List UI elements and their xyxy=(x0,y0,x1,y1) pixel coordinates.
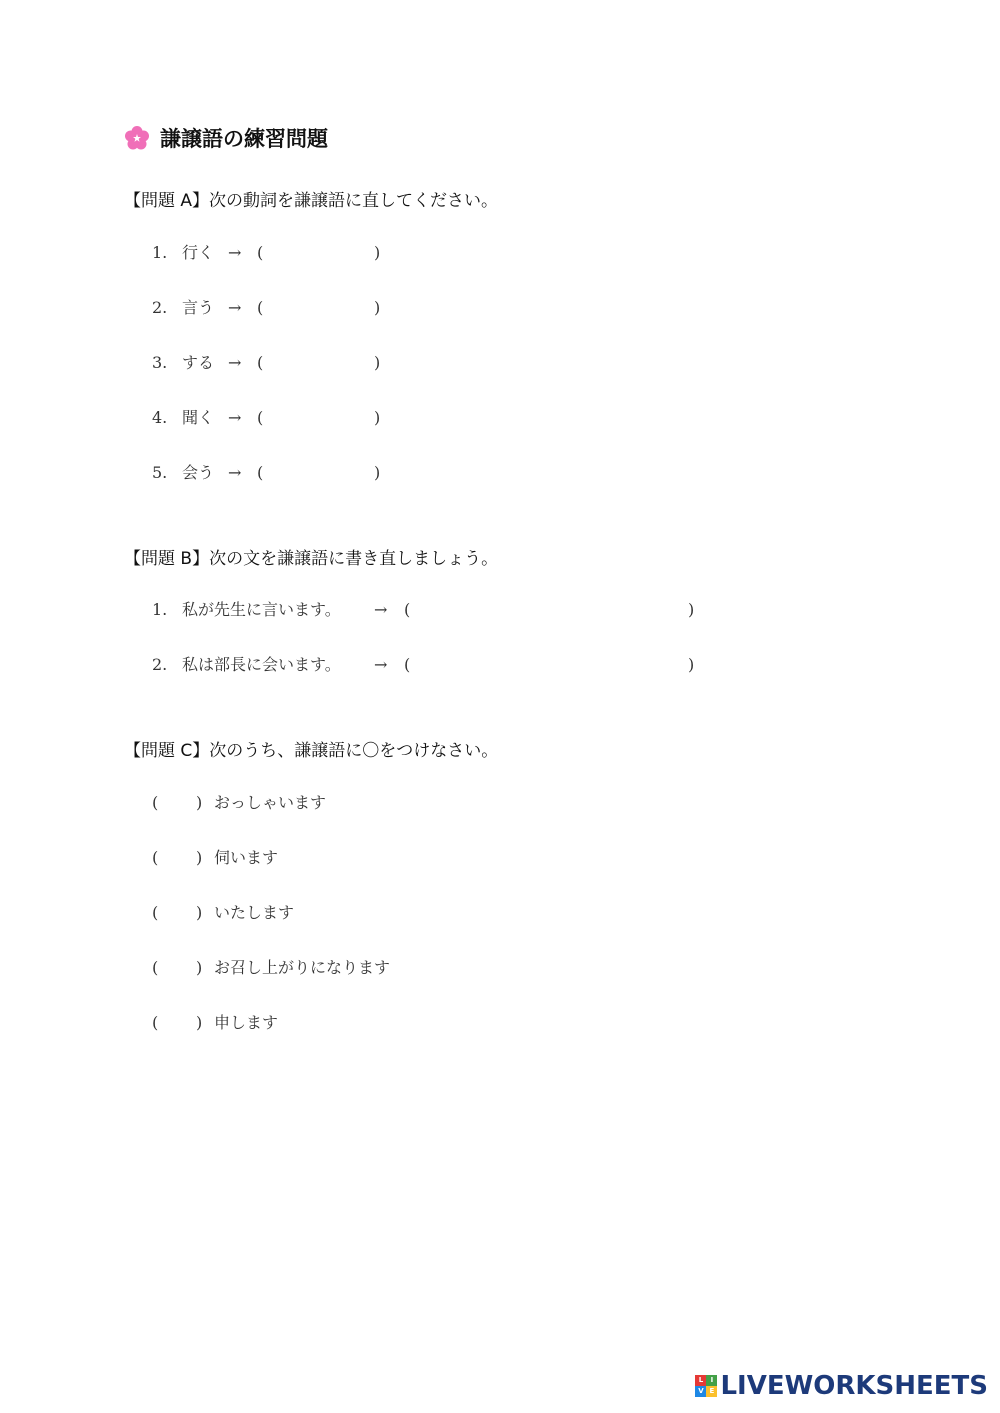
choice-text: 申します xyxy=(214,1013,279,1032)
close-paren: ) xyxy=(196,958,203,977)
answer-input[interactable] xyxy=(418,655,684,677)
answer-input[interactable] xyxy=(164,903,196,925)
list-item xyxy=(152,956,552,980)
open-paren: ( xyxy=(152,903,159,922)
item-number: 4. xyxy=(152,408,168,427)
open-paren: ( xyxy=(152,793,159,812)
list-item xyxy=(152,598,752,622)
arrow-icon: → xyxy=(228,408,242,427)
arrow-icon: → xyxy=(228,463,242,482)
logo-mark-icon: L I V E xyxy=(695,1375,717,1397)
list-item xyxy=(152,351,452,375)
arrow-icon: → xyxy=(228,298,242,317)
page-title: 謙譲語の練習問題 xyxy=(160,127,328,151)
list-item xyxy=(152,653,752,677)
choice-text: お召し上がりになります xyxy=(214,958,391,977)
close-paren: ) xyxy=(374,243,381,262)
item-number: 1. xyxy=(152,600,168,619)
item-word: 行く xyxy=(182,243,215,262)
choice-text: 伺います xyxy=(214,848,279,867)
answer-input[interactable] xyxy=(270,298,374,320)
close-paren: ) xyxy=(374,463,381,482)
list-item xyxy=(152,791,552,815)
open-paren: ( xyxy=(257,243,264,262)
answer-input[interactable] xyxy=(164,1013,196,1035)
arrow-icon: → xyxy=(228,243,242,262)
answer-input[interactable] xyxy=(164,958,196,980)
list-item xyxy=(152,461,452,485)
item-number: 3. xyxy=(152,353,168,372)
answer-input[interactable] xyxy=(164,793,196,815)
close-paren: ) xyxy=(196,848,203,867)
answer-input[interactable] xyxy=(270,463,374,485)
item-number: 5. xyxy=(152,463,168,482)
liveworksheets-logo[interactable] xyxy=(695,1371,988,1401)
close-paren: ) xyxy=(196,903,203,922)
item-number: 2. xyxy=(152,655,168,674)
answer-input[interactable] xyxy=(164,848,196,870)
flower-icon xyxy=(124,125,150,151)
logo-text: LIVEWORKSHEETS xyxy=(720,1371,988,1401)
open-paren: ( xyxy=(152,848,159,867)
close-paren: ) xyxy=(374,353,381,372)
open-paren: ( xyxy=(257,463,264,482)
item-number: 1. xyxy=(152,243,168,262)
list-item xyxy=(152,1011,552,1035)
open-paren: ( xyxy=(404,600,411,619)
close-paren: ) xyxy=(374,408,381,427)
open-paren: ( xyxy=(152,958,159,977)
choice-text: おっしゃいます xyxy=(214,793,327,812)
list-item xyxy=(152,406,452,430)
answer-input[interactable] xyxy=(418,600,684,622)
open-paren: ( xyxy=(257,353,264,372)
close-paren: ) xyxy=(196,793,203,812)
answer-input[interactable] xyxy=(270,408,374,430)
arrow-icon: → xyxy=(374,655,388,674)
item-word: する xyxy=(182,353,215,372)
list-item xyxy=(152,241,452,265)
item-number: 2. xyxy=(152,298,168,317)
title-row xyxy=(124,120,328,156)
open-paren: ( xyxy=(257,298,264,317)
item-word: 言う xyxy=(182,298,215,317)
close-paren: ) xyxy=(374,298,381,317)
close-paren: ) xyxy=(688,600,695,619)
section-a-heading: 【問題 A】次の動詞を謙譲語に直してください。 xyxy=(124,191,499,211)
choice-text: いたします xyxy=(214,903,295,922)
arrow-icon: → xyxy=(374,600,388,619)
answer-input[interactable] xyxy=(270,243,374,265)
open-paren: ( xyxy=(152,1013,159,1032)
item-sentence: 私は部長に会います。 xyxy=(182,655,341,674)
open-paren: ( xyxy=(257,408,264,427)
arrow-icon: → xyxy=(228,353,242,372)
open-paren: ( xyxy=(404,655,411,674)
answer-input[interactable] xyxy=(270,353,374,375)
item-word: 聞く xyxy=(182,408,215,427)
close-paren: ) xyxy=(196,1013,203,1032)
list-item xyxy=(152,296,452,320)
list-item xyxy=(152,846,552,870)
close-paren: ) xyxy=(688,655,695,674)
item-word: 会う xyxy=(182,463,215,482)
section-b-heading: 【問題 B】次の文を謙譲語に書き直しましょう。 xyxy=(124,549,499,569)
item-sentence: 私が先生に言います。 xyxy=(182,600,341,619)
list-item xyxy=(152,901,552,925)
section-c-heading: 【問題 C】次のうち、謙譲語に〇をつけなさい。 xyxy=(124,741,499,761)
